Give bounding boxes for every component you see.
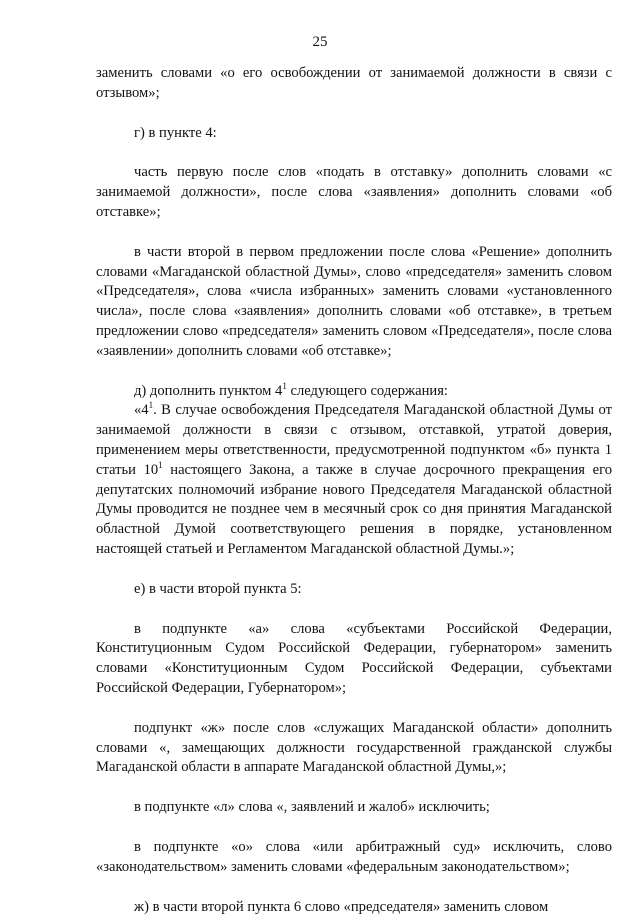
article-superscript: 1 bbox=[158, 460, 163, 470]
paragraph-part-one: часть первую после слов «подать в отставку» дополнить словами «с занимаемой должности», после слова «заявления» дополнить словами «об отставке»; bbox=[96, 163, 612, 222]
paragraph-item-g: г) в пункте 4: bbox=[96, 124, 612, 144]
page-number: 25 bbox=[0, 34, 640, 51]
paragraph-subitem-zh: подпункт «ж» после слов «служащих Магаданской области» дополнить словами «, замещающих должности государственной гражданской службы Магаданской области в аппарате Магаданской областной Думы,»; bbox=[96, 719, 612, 778]
paragraph-item-zh: ж) в части второй пункта 6 слово «председателя» заменить словом bbox=[96, 898, 612, 917]
paragraph-part-two: в части второй в первом предложении после слова «Решение» дополнить словами «Магаданской областной Думы», слово «председателя» заменить словом «Председателя», слова «числа избранных» заменить словами «установленного числа», после слова «заявления» дополнить словами «об отставке», в третьем предложении слово «председателя» заменить словом «Председателя», после слова «заявлении» дополнить словами «об отставке»; bbox=[96, 243, 612, 362]
new-point-superscript: 1 bbox=[149, 401, 154, 411]
item-d-text: д) дополнить пунктом 4 bbox=[134, 383, 282, 399]
new-point-start: «4 bbox=[134, 402, 149, 418]
item-d-superscript: 1 bbox=[282, 381, 287, 391]
paragraph-item-e: е) в части второй пункта 5: bbox=[96, 580, 612, 600]
item-d-text-end: следующего содержания: bbox=[287, 383, 448, 399]
new-point-middle: . В случае освобождения Председателя Магаданской областной Думы от занимаемой должности в связи с отзывом, отставкой, утратой доверия, применением меры ответственности, предусмотренной подпунктом «б» пункта 1 статьи 10 bbox=[96, 402, 612, 477]
paragraph-subitem-l: в подпункте «л» слова «, заявлений и жалоб» исключить; bbox=[96, 798, 612, 818]
paragraph-subitem-a: в подпункте «а» слова «субъектами Российской Федерации, Конституционным Судом Российской Федерации, губернатором» заменить словами «Конституционным Судом Российской Федерации, субъектами Российской Федерации, Губернатором»; bbox=[96, 620, 612, 699]
paragraph-continuation: заменить словами «о его освобождении от занимаемой должности в связи с отзывом»; bbox=[96, 64, 612, 104]
paragraph-new-point bbox=[96, 401, 612, 559]
paragraph-subitem-o: в подпункте «о» слова «или арбитражный суд» исключить, слово «законодательством» заменить словами «федеральным законодательством»; bbox=[96, 838, 612, 878]
document-body bbox=[96, 64, 612, 917]
paragraph-item-d bbox=[96, 382, 612, 402]
new-point-end: настоящего Закона, а также в случае досрочного прекращения его депутатских полномочий избрание нового Председателя Магаданской областной Думы проводится не позднее чем в месячный срок со дня принятия Магаданской областной Думой соответствующего решения в порядке, установленном настоящей статьей и Регламентом Магаданской областной Думы.»; bbox=[96, 462, 612, 557]
